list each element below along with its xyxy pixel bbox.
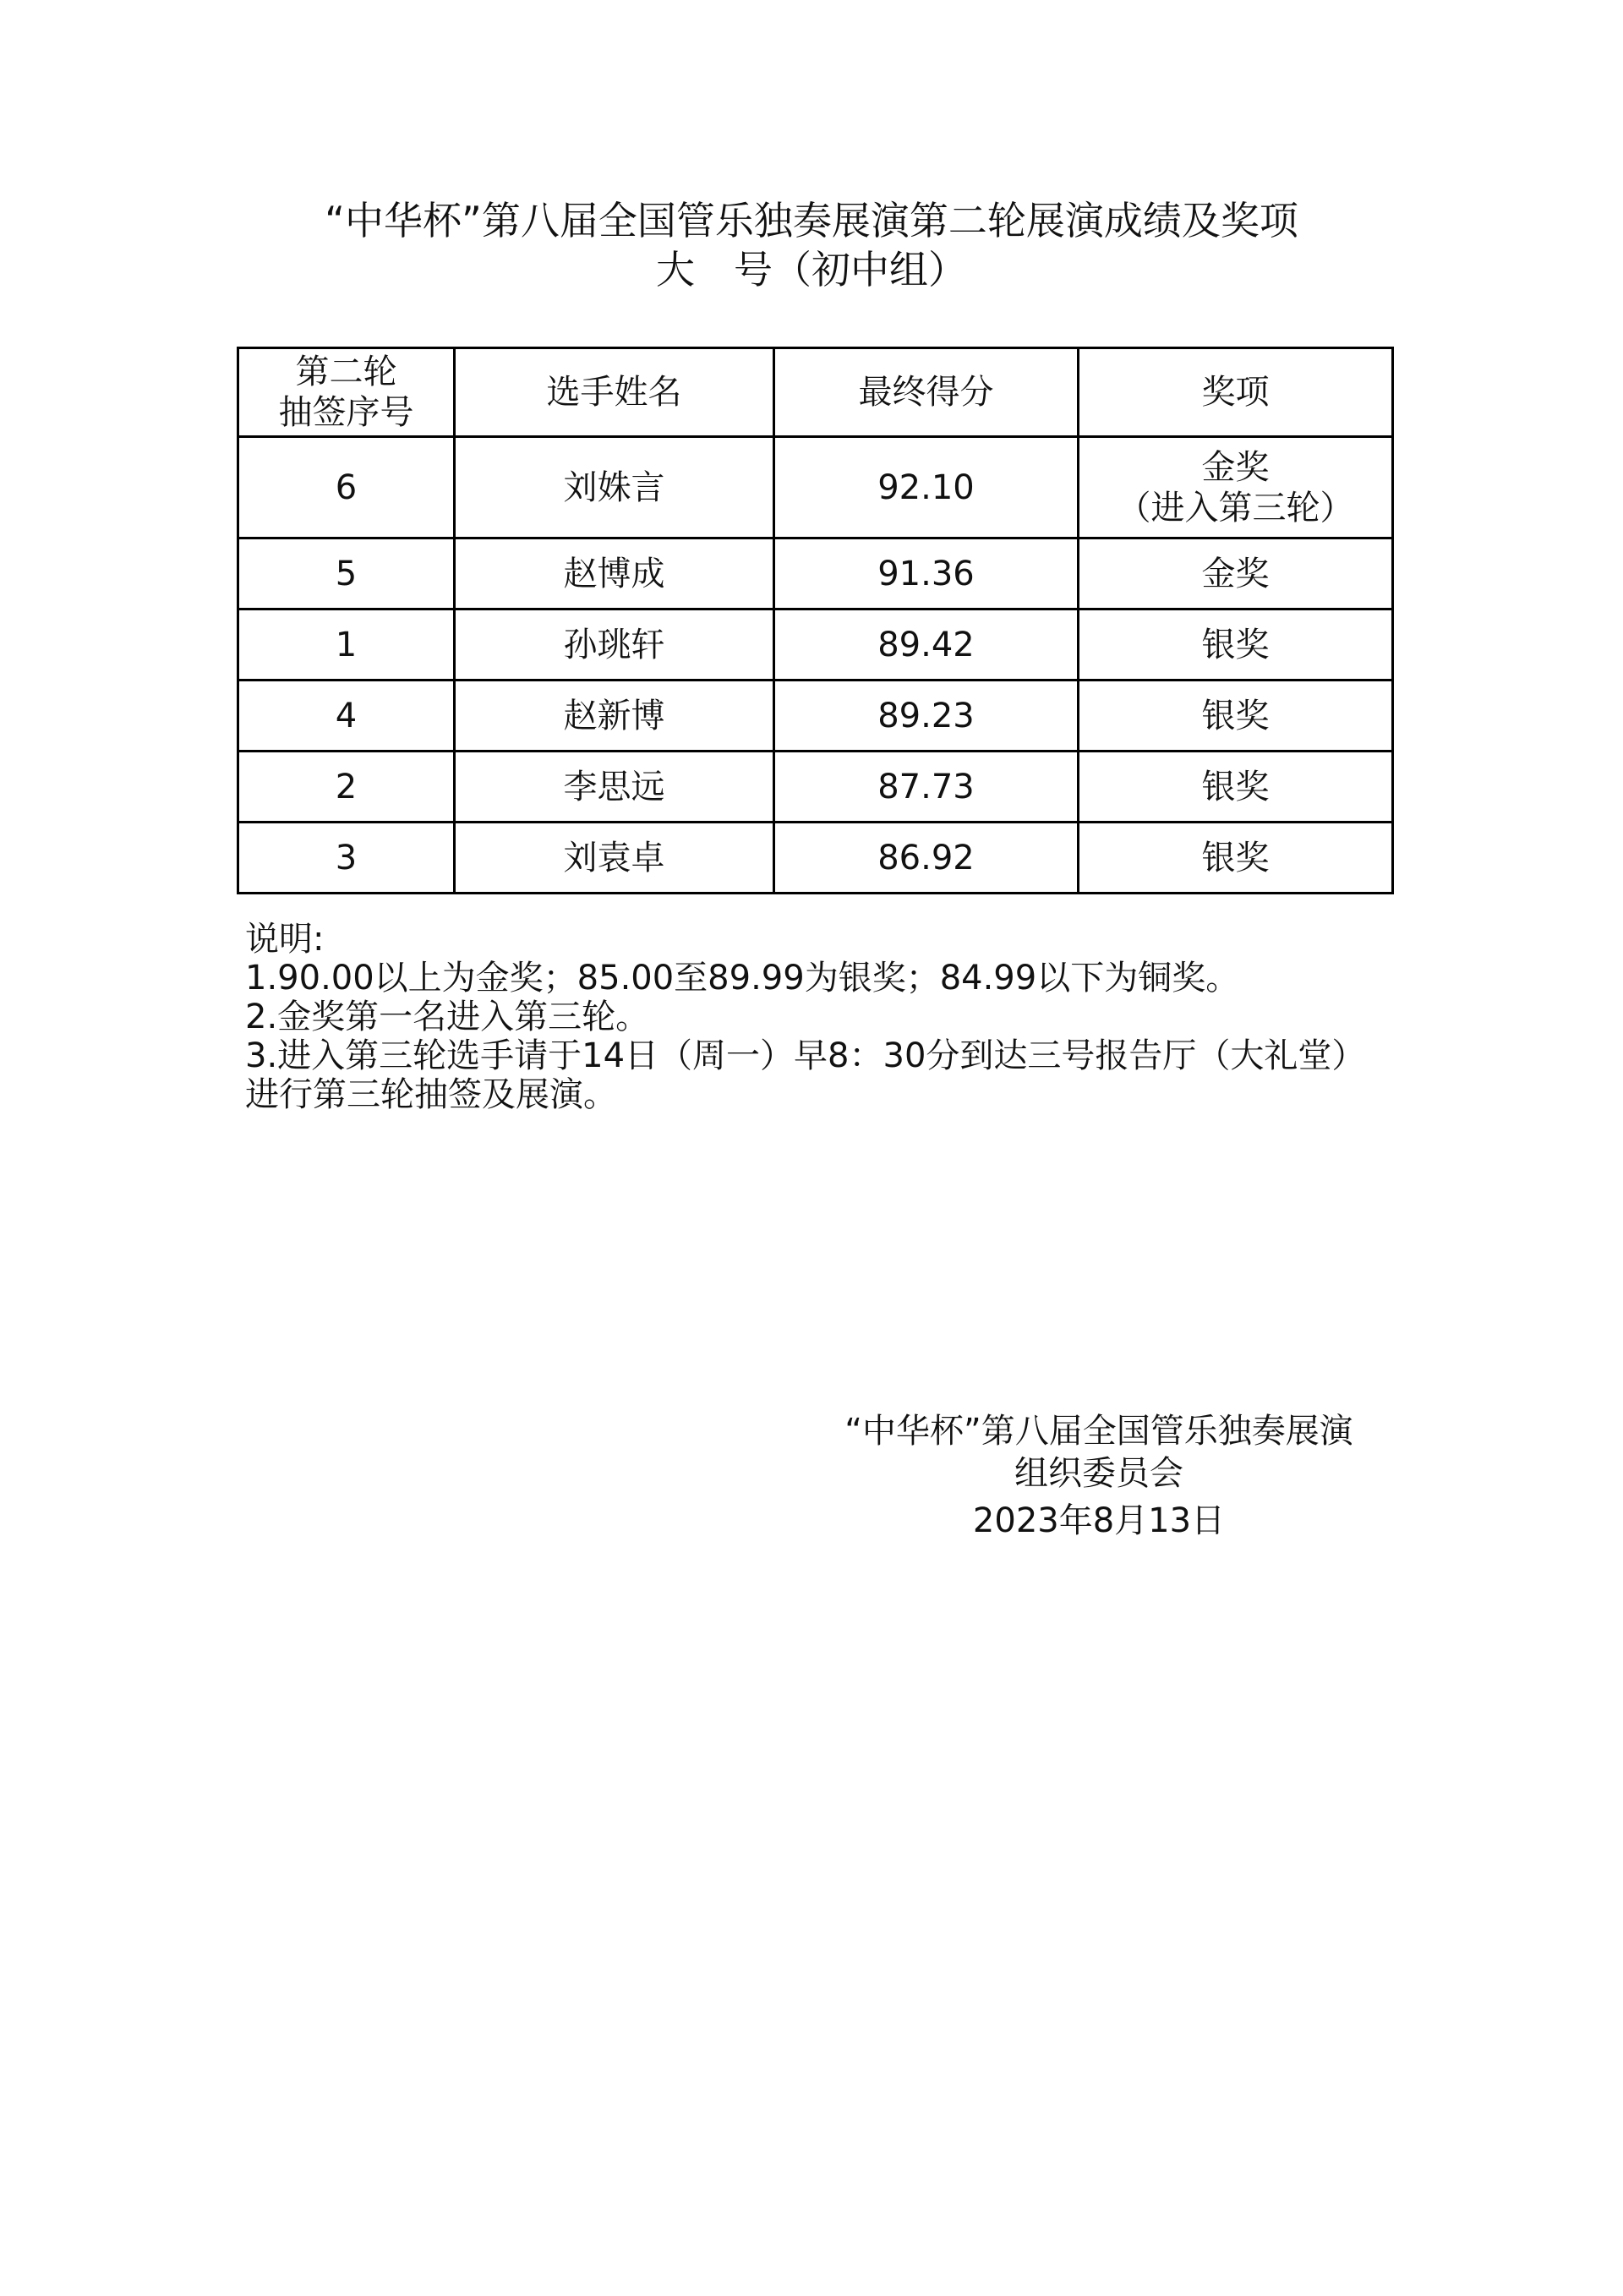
score-cell: 89.23: [774, 681, 1079, 752]
results-table: [237, 347, 1394, 894]
header-name: 选手姓名: [455, 348, 774, 437]
signature-organization: “中华杯”第八届全国管乐独奏展演: [844, 1412, 1353, 1451]
header-draw-line2: 抽签序号: [278, 393, 414, 432]
signature-committee: 组织委员会: [1014, 1454, 1183, 1493]
table-row: [238, 610, 1393, 681]
award-label: 金奖: [1201, 447, 1270, 487]
document-title: “中华杯”第八届全国管乐独奏展演第二轮展演成绩及奖项: [325, 198, 1298, 243]
award-cell: 银奖: [1079, 823, 1393, 894]
score-cell: 86.92: [774, 823, 1079, 894]
name-cell: 李思远: [455, 752, 774, 823]
award-cell: 金奖: [1079, 538, 1393, 610]
table-row: [238, 437, 1393, 538]
name-cell: 孙珧轩: [455, 610, 774, 681]
signature-date: 2023年8月13日: [972, 1501, 1226, 1540]
award-cell: [1079, 437, 1393, 538]
notes-section: [245, 920, 1386, 1114]
award-note: （进入第三轮）: [1117, 488, 1354, 528]
header-draw-number: [238, 348, 455, 437]
draw-number-cell: 2: [238, 752, 455, 823]
award-cell: 银奖: [1079, 752, 1393, 823]
score-cell: 92.10: [774, 437, 1079, 538]
award-cell: 银奖: [1079, 610, 1393, 681]
name-cell: 赵新博: [455, 681, 774, 752]
table-row: [238, 538, 1393, 610]
draw-number-cell: 5: [238, 538, 455, 610]
note-item: 2.金奖第一名进入第三轮。: [245, 998, 650, 1036]
name-cell: 刘姝言: [455, 437, 774, 538]
name-cell: 赵博成: [455, 538, 774, 610]
header-score: 最终得分: [774, 348, 1079, 437]
score-cell: 91.36: [774, 538, 1079, 610]
name-cell: 刘袁卓: [455, 823, 774, 894]
score-cell: 89.42: [774, 610, 1079, 681]
note-item: 3.进入第三轮选手请于14日（周一）早8：30分到达三号报告厅（大礼堂）进行第三轮抽签及展演。: [245, 1036, 1366, 1114]
document-subtitle: 大 号（初中组）: [656, 247, 967, 292]
score-cell: 87.73: [774, 752, 1079, 823]
table-row: [238, 752, 1393, 823]
table-row: [238, 681, 1393, 752]
notes-heading: 说明:: [245, 920, 325, 959]
draw-number-cell: 1: [238, 610, 455, 681]
header-award: 奖项: [1079, 348, 1393, 437]
draw-number-cell: 3: [238, 823, 455, 894]
table-row: [238, 823, 1393, 894]
award-cell: 银奖: [1079, 681, 1393, 752]
header-draw-line1: 第二轮: [295, 353, 397, 391]
table-header-row: [238, 348, 1393, 437]
draw-number-cell: 6: [238, 437, 455, 538]
note-item: 1.90.00以上为金奖；85.00至89.99为银奖；84.99以下为铜奖。: [245, 959, 1240, 998]
draw-number-cell: 4: [238, 681, 455, 752]
